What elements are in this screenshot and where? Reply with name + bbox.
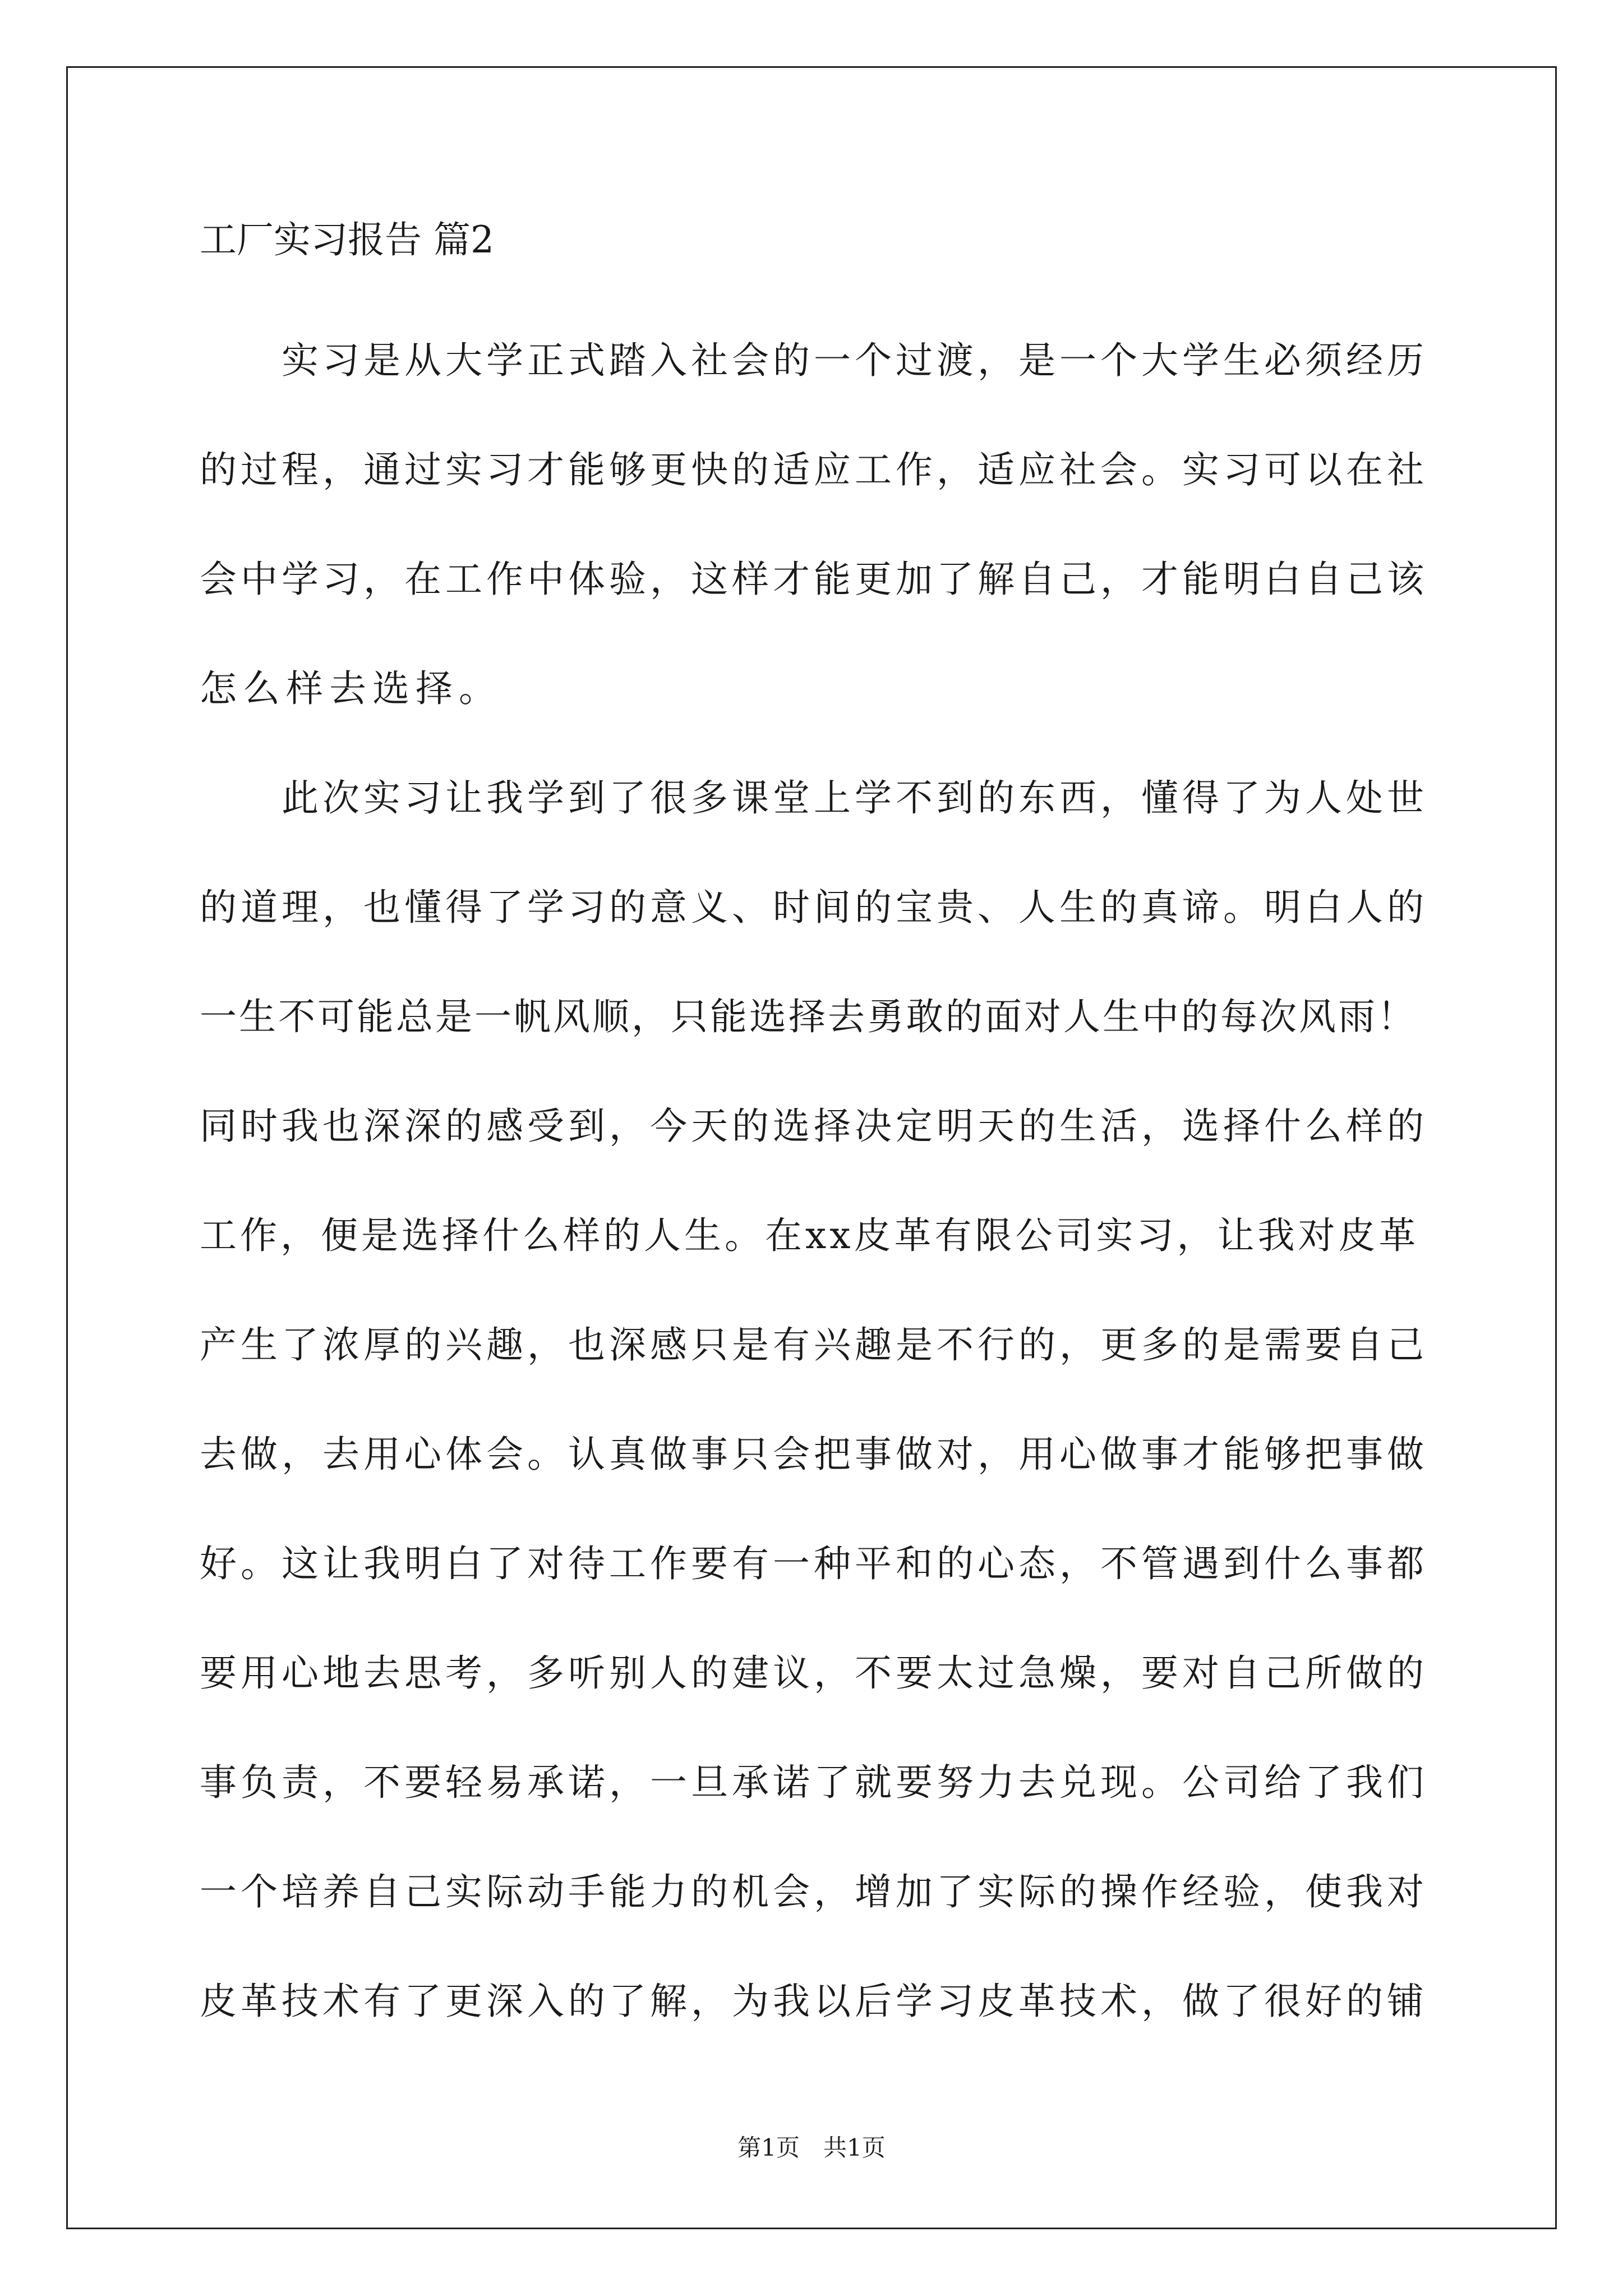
text-line: 工作，便是选择什么样的人生。在xx皮革有限公司实习，让我对皮革	[200, 1214, 1419, 1257]
text-line: 皮革技术有了更深入的了解，为我以后学习皮革技术，做了很好的铺	[200, 1980, 1428, 2023]
text-line: 事负责，不要轻易承诺，一旦承诺了就要努力去兑现。公司给了我们	[200, 1761, 1428, 1804]
text-line: 好。这让我明白了对待工作要有一种平和的心态，不管遇到什么事都	[200, 1542, 1428, 1585]
text-line: 去做，去用心体会。认真做事只会把事做对，用心做事才能够把事做	[200, 1433, 1428, 1476]
page-number-label: 第1页 共1页	[737, 2134, 886, 2161]
text-line: 会中学习，在工作中体验，这样才能更加了解自己，才能明白自己该	[200, 558, 1428, 601]
text-line: 产生了浓厚的兴趣，也深感只是有兴趣是不行的，更多的是需要自己	[200, 1323, 1428, 1366]
text-line: 要用心地去思考，多听别人的建议，不要太过急燥，要对自己所做的	[200, 1651, 1428, 1695]
document-title: 工厂实习报告 篇2	[200, 218, 494, 261]
text-line: 一生不可能总是一帆风顺，只能选择去勇敢的面对人生中的每次风雨！	[200, 995, 1417, 1038]
text-line: 的道理，也懂得了学习的意义、时间的宝贵、人生的真谛。明白人的	[200, 886, 1428, 929]
document-body	[200, 218, 1433, 261]
text-line: 此次实习让我学到了很多课堂上学不到的东西，懂得了为人处世	[200, 776, 1428, 820]
text-line: 的过程，通过实习才能够更快的适应工作，适应社会。实习可以在社	[200, 448, 1428, 491]
text-line: 实习是从大学正式踏入社会的一个过渡，是一个大学生必须经历	[200, 339, 1428, 382]
text-line: 同时我也深深的感受到，今天的选择决定明天的生活，选择什么样的	[200, 1105, 1428, 1148]
text-line: 怎么样去选择。	[200, 667, 502, 710]
text-line: 一个培养自己实际动手能力的机会，增加了实际的操作经验，使我对	[200, 1870, 1428, 1913]
page-footer	[0, 2136, 1623, 2160]
